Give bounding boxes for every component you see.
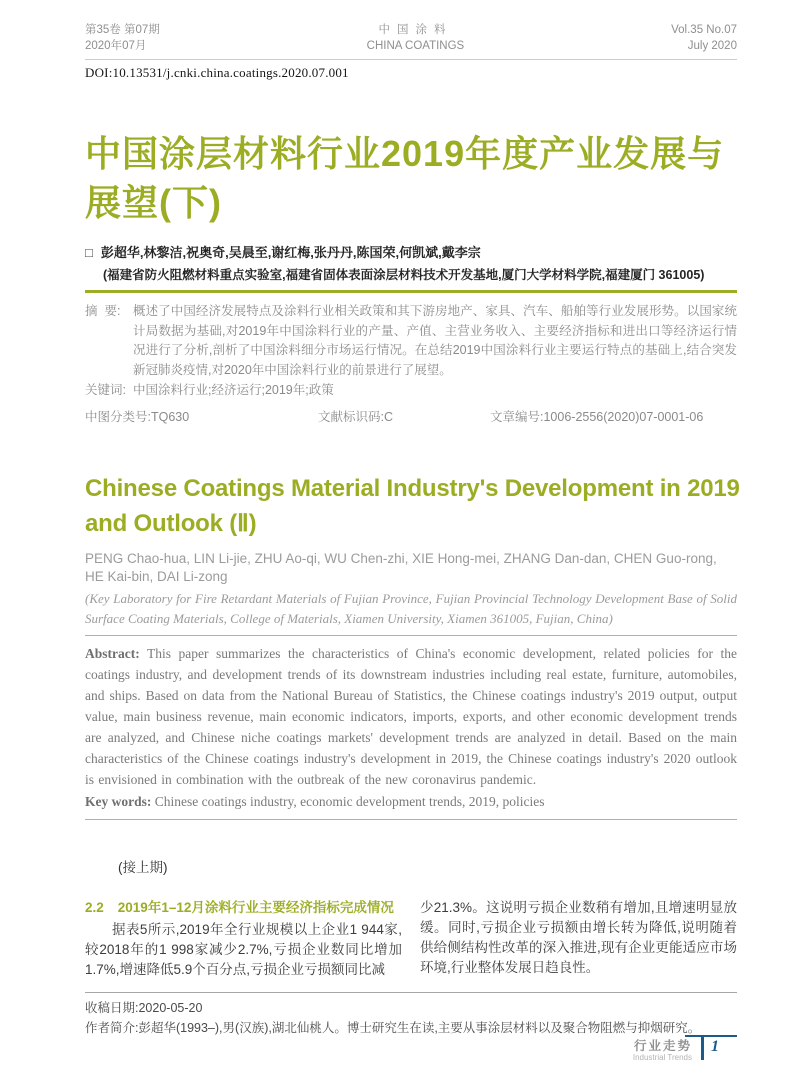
authors-en-block [85,550,737,586]
column-labels [633,1035,692,1063]
section-title: 2019年1–12月涂料行业主要经济指标完成情况 [117,900,394,915]
journal-name-cn: 中国涂料 [378,24,453,36]
volume-issue-cn: 第35卷 第07期 [85,24,160,36]
article-title-en [85,471,740,541]
authors-cn: 彭超华,林黎洁,祝奥奇,吴晨至,谢红梅,张丹丹,陈国荣,何凯斌,戴李宗 [100,245,481,260]
footnotes-block [85,998,737,1038]
keywords-en [85,791,737,812]
abstract-cn-row [85,302,737,380]
body-column-left [85,898,402,980]
doi-line: DOI:10.13531/j.cnki.china.coatings.2020.07.001 [85,65,349,80]
body-columns [85,898,737,980]
continuation-note: (接上期) [118,860,168,875]
article-title-en-line1: Chinese Coatings Material Industry's Development in 2019 [85,475,740,502]
abstract-en-label: Abstract: [85,646,140,661]
received-date: 收稿日期:2020-05-20 [85,1001,203,1015]
abstract-cn-label: 摘 要: [85,304,121,318]
footnote-divider [85,992,737,993]
affiliation-en: (Key Laboratory for Fire Retardant Materials of Fujian Province, Fujian Provincial Technology Development Base of Solid Surface Coating Materials, College of Materials, Xiamen University, Xiamen 361005, Fujian, China) [85,591,737,626]
date-cn: 2020年07月 [85,40,147,52]
keywords-cn-label: 关键词: [85,383,126,397]
section-number: 2.2 [85,900,104,915]
column-label-cn: 行业走势 [633,1039,692,1053]
page-footer-marker [633,1035,737,1063]
article-title-cn-line1: 中国涂层材料行业2019年度产业发展与 [85,133,725,174]
clc-number: 中图分类号:TQ630 [85,409,190,424]
abstract-cn-text: 概述了中国经济发展特点及涂料行业相关政策和其下游房地产、家具、汽车、船舶等行业发展形势。以国家统计局数据为基础,对2019年中国涂料行业的产量、产值、主营业务收入、主要经济指标和进出口等经济运行情况进行了分析,剖析了中国涂料细分市场运行情况。在总结2019中国涂料行业主要运行特点的基础上,结合突发新冠肺炎疫情,对2020年中国涂料行业的前景进行了展望。 [133,304,737,377]
olive-rule-thin-top [85,635,737,636]
classification-row [85,408,737,428]
journal-name-en: CHINA COATINGS [366,40,465,52]
affiliation-cn: (福建省防火阻燃材料重点实验室,福建省固体表面涂层材料技术开发基地,厦门大学材料学院,福建厦门 361005) [103,268,705,282]
article-title-en-line2: and Outlook (Ⅱ) [85,510,257,537]
authors-en-line2: HE Kai-bin, DAI Li-zong [85,569,228,584]
page-number-box [701,1035,737,1060]
section-heading [85,898,402,918]
document-code: 文献标识码:C [318,409,394,424]
author-square-icon: □ [85,245,93,260]
article-id: 文章编号:1006-2556(2020)07-0001-06 [490,409,704,424]
abstract-en-text: This paper summarizes the characteristics of China's economic development, related policies for the coatings industry, and development trends of its downstream industries including real estate, furniture, automobiles, and ships. Based on data from the National Bureau of Statistics, the Chinese coatings industry's 2019 output, output value, main business revenue, main economic indicators, imports, exports, and other economic development trends are analyzed, and Chinese niche coatings markets' development trends are analyzed in detail. Based on the main characteristics of the Chinese coatings industry's development in 2019, the Chinese coatings industry's 2020 outlook is envisioned in combination with the outbreak of the new coronavirus pandemic. [85,646,737,787]
body-column-right [420,898,737,980]
vol-no-en: Vol.35 No.07 [671,24,737,36]
date-en: July 2020 [687,40,737,52]
header-issue-block [85,22,160,54]
keywords-cn-text: 中国涂料行业;经济运行;2019年;政策 [133,383,334,397]
article-title-cn-line2: 展望(下) [85,182,222,223]
author-bio: 作者简介:彭超华(1993–),男(汉族),湖北仙桃人。博士研究生在读,主要从事涂层材料以及聚合物阻燃与抑烟研究。 [85,1021,701,1035]
authors-cn-row [85,242,737,261]
abstract-cn-block [85,302,737,427]
keywords-cn-row [85,381,737,401]
header-vol-block [671,22,737,54]
journal-header [85,22,737,60]
body-paragraph-right: 少21.3%。这说明亏损企业数稍有增加,且增速明显放缓。同时,亏损企业亏损额由增长转为降低,说明随着供给侧结构性改革的深入推进,现有企业更能适应市场环境,行业整体发展日趋良性。 [420,900,737,975]
column-label-en: Industrial Trends [632,1053,692,1062]
page-number: 1 [701,1037,737,1060]
abstract-en [85,643,737,790]
olive-rule-thick [85,290,737,293]
journal-name-block [367,22,465,54]
keywords-en-label: Key words: [85,794,152,809]
keywords-en-text: Chinese coatings industry, economic development trends, 2019, policies [154,794,545,809]
body-paragraph-left: 据表5所示,2019年全行业规模以上企业1 944家,较2018年的1 998家减少2.7%,亏损企业数同比增加1.7%,增速降低5.9个百分点,亏损企业亏损额同比减 [85,922,402,977]
article-title-cn [85,129,737,227]
authors-en-line1: PENG Chao-hua, LIN Li-jie, ZHU Ao-qi, WU Chen-zhi, XIE Hong-mei, ZHANG Dan-dan, CHEN Guo-rong, [85,551,717,566]
olive-rule-thin-bottom [85,819,737,820]
